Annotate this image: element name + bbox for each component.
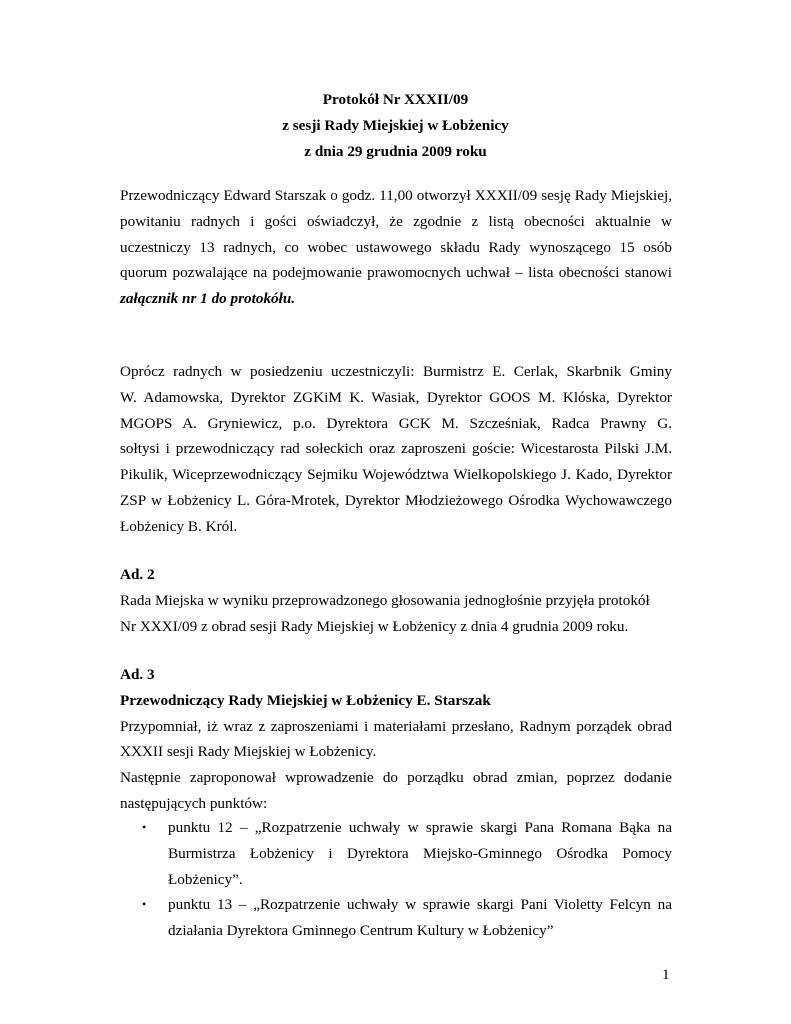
attachment-reference: załącznik nr 1 do protokółu. [120,290,296,308]
opening-paragraph [120,183,672,312]
list-item-line: Burmistrza Łobżenicy i Dyrektora Miejsko-Gminnego Ośrodka Pomocy [168,844,672,862]
paragraph-line: W. Adamowska, Dyrektor ZGKiM K. Wasiak, Dyrektor GOOS M. Klóska, Dyrektor [120,388,672,406]
page-number: 1 [662,966,670,983]
protocol-title: Protokół Nr XXXII/09 [322,91,469,108]
list-item-line: punktu 12 – „Rozpatrzenie uchwały w sprawie skargi Pana Romana Bąka na [168,819,672,836]
paragraph-line: Przypomniał, iż wraz z zaproszeniami i materiałami przesłano, Radnym porządek obrad [120,717,672,735]
list-item-line: działania Dyrektora Gminnego Centrum Kultury w Łobżenicy” [168,921,554,939]
paragraph-line: Oprócz radnych w posiedzeniu uczestniczyli: Burmistrz E. Cerlak, Skarbnik Gminy [120,363,672,380]
bullet-icon: • [142,897,147,911]
paragraph-line: sołtysi i przewodniczący rad sołeckich oraz zaproszeni goście: Wicestarosta Pilski J.M. [120,440,672,458]
paragraph-line: Rada Miejska w wyniku przeprowadzonego głosowania jednogłośnie przyjęła protokół [120,591,650,609]
section-subheading: Przewodniczący Rady Miejskiej w Łobżenicy E. Starszak [120,691,491,709]
paragraph-line: powitaniu radnych i gości oświadczył, że zgodnie z listą obecności aktualnie w [120,212,672,230]
paragraph-line: quorum pozwalające na podejmowanie prawomocnych uchwał – lista obecności stanowi [120,264,672,282]
paragraph-line: Następnie zaproponował wprowadzenie do porządku obrad zmian, poprzez dodanie [120,769,672,787]
paragraph-line: Nr XXXI/09 z obrad sesji Rady Miejskiej w Łobżenicy z dnia 4 grudnia 2009 roku. [120,617,629,635]
attendees-paragraph [120,359,672,540]
paragraph-line: ZSP w Łobżenicy L. Góra-Mrotek, Dyrektor Młodzieżowego Ośrodka Wychowawczego [120,491,672,509]
section-ad2 [120,562,672,639]
protocol-date: z dnia 29 grudnia 2009 roku [304,143,487,160]
paragraph-line: uczestniczy 13 radnych, co wobec ustawowego składu Rady wynoszącego 15 osób [120,238,672,256]
paragraph-line: następujących punktów: [120,794,268,812]
list-item-line: punktu 13 – „Rozpatrzenie uchwały w sprawie skargi Pani Violetty Felcyn na [168,896,672,913]
paragraph-line: Przewodniczący Edward Starszak o godz. 11,00 otworzył XXXII/09 sesję Rady Miejskiej, [120,187,672,204]
paragraph-line: Łobżenicy B. Król. [120,517,238,535]
section-ad3 [120,662,672,817]
protocol-subtitle: z sesji Rady Miejskiej w Łobżenicy [282,117,509,134]
list-item-line: Łobżenicy”. [168,870,243,888]
paragraph-line: MGOPS A. Gryniewicz, p.o. Dyrektora GCK M. Szcześniak, Radca Prawny G. [120,414,672,432]
paragraph-line: Pikulik, Wiceprzewodniczący Sejmiku Województwa Wielkopolskiego J. Kado, Dyrektor [120,466,672,484]
section-heading: Ad. 2 [120,566,155,583]
paragraph-line: XXXII sesji Rady Miejskiej w Łobżenicy. [120,743,377,761]
bullet-icon: • [142,820,147,834]
section-heading: Ad. 3 [120,666,155,683]
